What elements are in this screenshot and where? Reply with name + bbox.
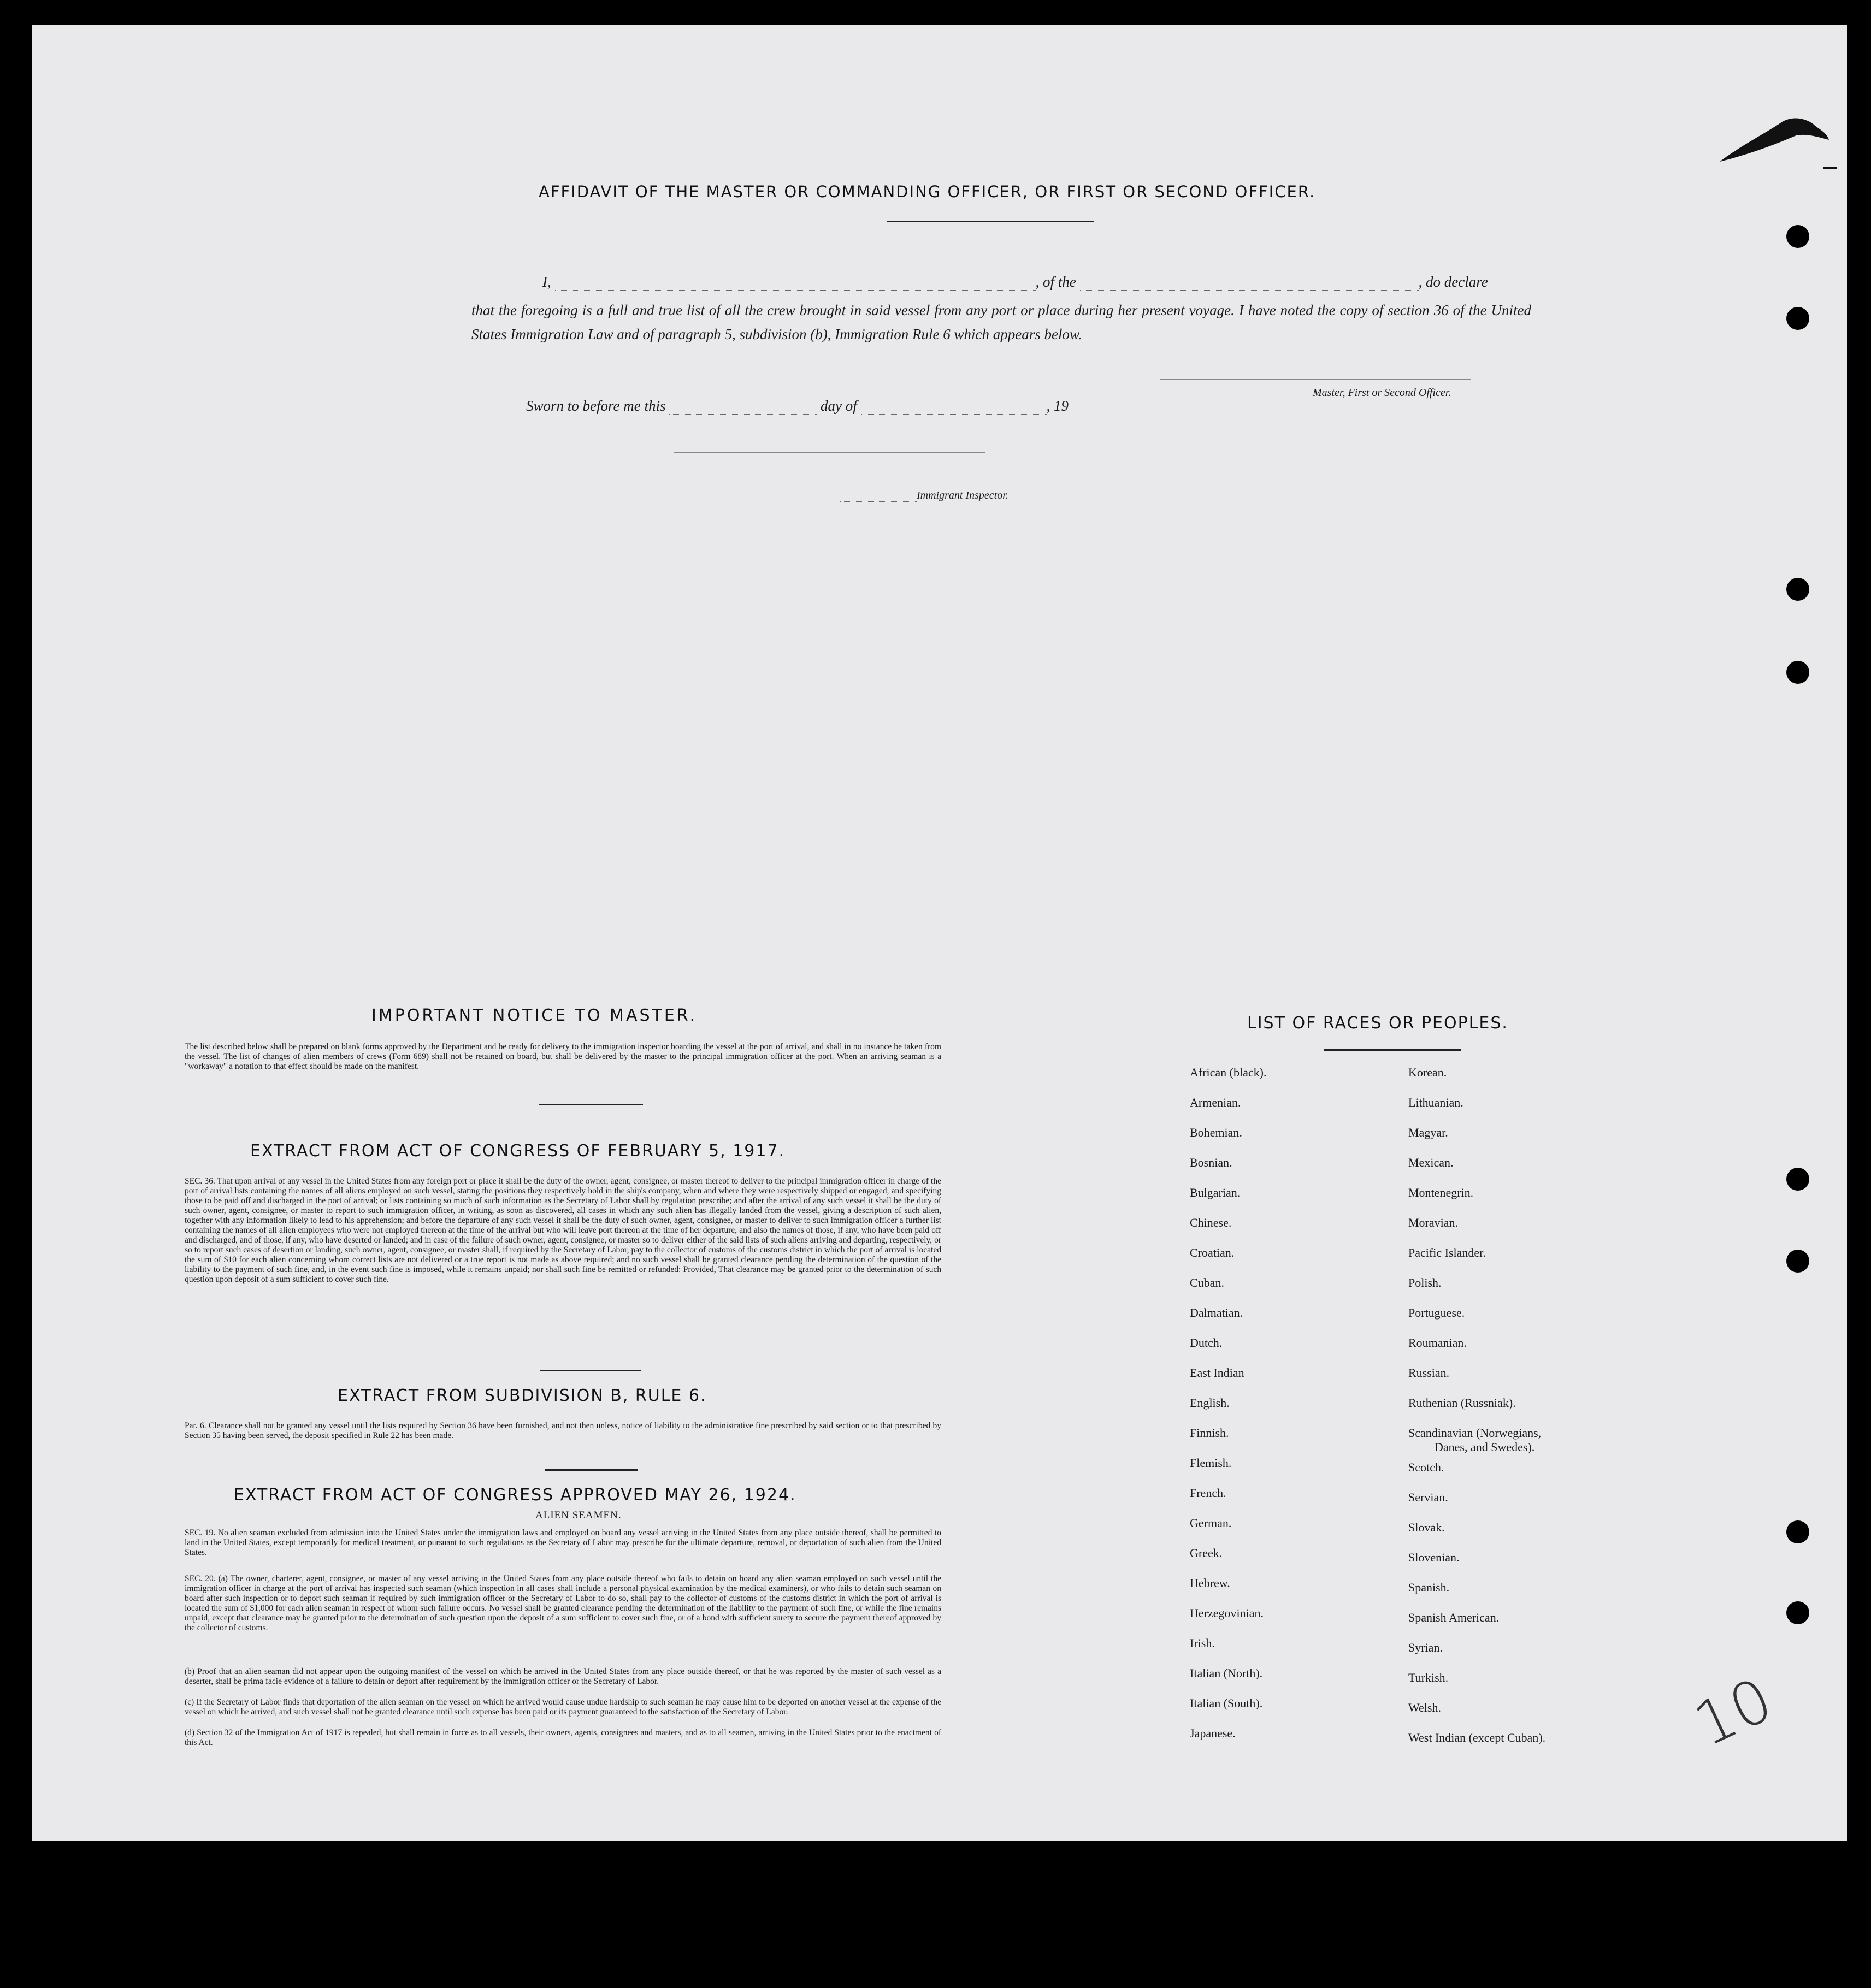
sworn-year: , 19 [1046,398,1069,414]
race-item: Irish. [1190,1636,1215,1650]
race-item: Cuban. [1190,1276,1224,1289]
race-item: Polish. [1408,1276,1442,1289]
sworn-day-of: day of [821,398,857,414]
race-item: Greek. [1190,1546,1223,1560]
affidavit-line1 [542,274,1531,291]
binder-hole [1786,1250,1809,1273]
extract-1917-rule [540,1370,641,1371]
extract-rule6-title: EXTRACT FROM SUBDIVISION B, RULE 6. [338,1386,707,1405]
race-item: Armenian. [1190,1096,1241,1109]
race-item: German. [1190,1516,1232,1530]
race-item: Slovak. [1408,1520,1445,1534]
binder-hole [1786,225,1809,248]
extract-1924-sec20c: (c) If the Secretary of Labor finds that deportation of the alien seaman on the vessel on which he arrived would cause undue hardship to such seaman he may cause him to be deported on another vessel at the expense of the vessel on which he arrived, and such vessel shall not be granted clearance until such expense has been paid or its payment guaranteed to the satisfaction of the Secretary of Labor. [185,1697,941,1717]
extract-1924-sec19: SEC. 19. No alien seaman excluded from admission into the United States under the immigration laws and employed on board any vessel arriving in the United States from any place outside thereof, shall be permitted to land in the United States, except temporarily for medical treatment, or pursuant to such regulations as the Secretary of Labor may prescribe for the ultimate departure, removal, or deportation of such alien from the United States. [185,1528,941,1557]
race-item: Korean. [1408,1066,1447,1079]
inspector-blank[interactable] [840,494,917,502]
ink-blot [1709,91,1845,178]
race-item: English. [1190,1396,1230,1410]
race-item: Ruthenian (Russniak). [1408,1396,1516,1410]
extract-1924-sec20a: SEC. 20. (a) The owner, charterer, agent, consignee, or master of any vessel arriving in the United States from any place outside thereof who fails to detain on board any alien seaman employed on such vessel until the immigration officer in charge at the port of arrival has inspected such seaman (which inspection in all cases shall include a personal physical examination by the medical examiners), or who fails to detain such seaman on board after such inspection or to deport such seaman if required by such immigration officer or the Secretary of Labor to do so, shall pay to the collector of customs of the customs district in which the port of arrival is located the sum of $1,000 for each alien seaman in respect of whom such failure occurs. No vessel shall be granted clearance pending the determination of the liability to the payment of such fine, or while the fine remains unpaid, except that clearance may be granted prior to the determination of such question upon the deposit of a sum sufficient to cover such fine, or of a bond with sufficient surety to secure the payment thereof approved by the collector of customs. [185,1574,941,1632]
race-item: Spanish. [1408,1581,1450,1594]
name-blank[interactable] [555,277,1036,291]
binder-hole [1786,661,1809,684]
race-item: Scandinavian (Norwegians, [1408,1426,1542,1440]
race-item: Roumanian. [1408,1336,1467,1350]
affidavit-body: that the foregoing is a full and true list of all the crew brought in said vessel from any port or place during her present voyage. I have noted the copy of section 36 of the United States Immigration Law and of paragraph 5, subdivision (b), Immigration Rule 6 which appears below. [471,302,1531,342]
race-item: Syrian. [1408,1641,1443,1654]
signature-line [1160,379,1471,380]
affidavit-title: AFFIDAVIT OF THE MASTER OR COMMANDING OFFICER, OR FIRST OR SECOND OFFICER. [539,182,1316,201]
race-item: Bohemian. [1190,1126,1242,1139]
race-item: Hebrew. [1190,1576,1230,1590]
race-item: Japanese. [1190,1726,1236,1740]
notice-body: The list described below shall be prepared on blank forms approved by the Department and be ready for delivery to the immigration inspector boarding the vessel at the port of arrival, and shall in no instance be taken from the vessel. The list of changes of alien members of crews (Form 689) shall not be retained on board, but shall be delivered by the master to the principal immigration officer at the port. When an arriving seaman is a "workaway" a notation to that effect should be made on the manifest. [185,1042,941,1071]
extract-1924-title: EXTRACT FROM ACT OF CONGRESS APPROVED MAY 26, 1924. [234,1486,796,1505]
sworn-line [526,398,1069,415]
race-item: West Indian (except Cuban). [1408,1731,1546,1744]
extract-1924-subtitle: ALIEN SEAMEN. [535,1510,622,1521]
extract-1924-sec20b: (b) Proof that an alien seaman did not appear upon the outgoing manifest of the vessel on which he arrived in the United States from any place outside thereof, or that he was reported by the master of such vessel as a deserter, shall be prima facie evidence of a failure to detain or deport after requirement by the immigration officer or the Secretary of Labor. [185,1667,941,1686]
extract-1917-title: EXTRACT FROM ACT OF CONGRESS OF FEBRUARY 5, 1917. [250,1141,786,1161]
affidavit-i: I, [542,274,551,290]
race-item: Bulgarian. [1190,1186,1241,1199]
sworn-label: Sworn to before me this [526,398,666,414]
race-item: Montenegrin. [1408,1186,1474,1199]
race-item: African (black). [1190,1066,1267,1079]
margin-mark: 10 [1684,1664,1783,1760]
race-item: Finnish. [1190,1426,1229,1440]
race-item: French. [1190,1486,1226,1500]
race-item: Lithuanian. [1408,1096,1463,1109]
binder-hole [1786,1520,1809,1543]
binder-hole [1786,578,1809,601]
race-item: Turkish. [1408,1671,1449,1684]
race-item: Scotch. [1408,1460,1444,1474]
affidavit-do-declare: , do declare [1418,274,1488,290]
document-page [32,25,1847,1841]
signature-label: Master, First or Second Officer. [1313,387,1451,399]
races-title-rule [1324,1049,1461,1051]
notice-title: IMPORTANT NOTICE TO MASTER. [371,1006,698,1025]
binder-hole [1786,307,1809,330]
race-item: Russian. [1408,1366,1450,1380]
race-item: Croatian. [1190,1246,1235,1259]
race-item: Pacific Islander. [1408,1246,1486,1259]
race-item: Spanish American. [1408,1611,1500,1624]
inspector-signature-line [674,452,985,453]
affidavit-of-the: , of the [1035,274,1076,290]
inspector-label: Immigrant Inspector. [917,489,1008,501]
race-item: Dalmatian. [1190,1306,1243,1320]
race-item: Italian (North). [1190,1666,1263,1680]
sworn-day-blank[interactable] [669,401,817,415]
race-item: Welsh. [1408,1701,1441,1714]
race-item: Slovenian. [1408,1551,1460,1564]
extract-1924-sec20d: (d) Section 32 of the Immigration Act of 1917 is repealed, but shall remain in force as to all vessels, their owners, agents, consignees and masters, and as to all seamen, arriving in the United States prior to the enactment of this Act. [185,1728,941,1747]
sworn-month-blank[interactable] [861,401,1047,415]
race-item: Mexican. [1408,1156,1454,1169]
race-item: Flemish. [1190,1456,1232,1470]
race-item: Herzegovinian. [1190,1606,1264,1620]
extract-1917-body: SEC. 36. That upon arrival of any vessel in the United States from any foreign port or place it shall be the duty of the owner, agent, consignee, or master thereof to deliver to the principal immigration officer in charge of the port of arrival lists containing the names of all aliens employed on such vessel, stating the positions they respectively hold in the ship's company, when and where they were respectively shipped or engaged, and specifying those to be paid off and discharged in the port of arrival; or lists containing so much of such information as the Secretary of Labor shall by regulation prescribe; and after the arrival of any such vessel it shall be the duty of such owner, agent, consignee, or master to report to such immigration officer, in writing, as soon as discovered, all cases in which any such alien has illegally landed from the vessel, giving a description of such alien, together with any information likely to lead to his apprehension; and before the departure of any such vessel it shall be the duty of such owner, agent, consignee, or master to deliver to such immigration officer a further list containing the names of all alien employees who were not employed thereon at the time of the arrival but who will leave port thereon at the time of her departure, and also the names of those, if any, who have been paid off and discharged, and of those, if any, who have deserted or landed; and in case of the failure of such owner, agent, consignee, or master so to deliver either of the said lists of such aliens arriving and departing, respectively, or so to report such cases of desertion or landing, such owner, agent, consignee, or master shall, if required by the Secretary of Labor, pay to the collector of customs of the customs district in which the port of arrival is located the sum of $10 for each alien concerning whom correct lists are not delivered or a true report is not made as above required; and no such vessel shall be granted clearance pending the determination of the question of the liability to the payment of such fine, and, in the event such fine is imposed, while it remains unpaid; nor shall such fine be remitted or refunded: Provided, That clearance may be granted prior to the determination of such question upon deposit of a sum sufficient to cover such fine. [185,1176,941,1284]
inspector-line [840,489,1008,502]
race-item: Bosnian. [1190,1156,1232,1169]
binder-hole [1786,1168,1809,1191]
race-item: East Indian [1190,1366,1244,1380]
race-item: Portuguese. [1408,1306,1465,1320]
extract-rule6-body: Par. 6. Clearance shall not be granted any vessel until the lists required by Section 36 have been furnished, and not then unless, notice of liability to the administrative fine prescribed by said section or to that prescribed by Section 35 having been served, the deposit specified in Rule 22 has been made. [185,1421,941,1440]
race-item: Moravian. [1408,1216,1459,1229]
race-item: Chinese. [1190,1216,1232,1229]
race-item: Dutch. [1190,1336,1223,1350]
race-item: Magyar. [1408,1126,1448,1139]
races-title: LIST OF RACES OR PEOPLES. [1247,1014,1508,1033]
race-item: Italian (South). [1190,1696,1263,1710]
affidavit-title-rule [887,221,1094,222]
binder-hole [1786,1601,1809,1624]
extract-rule6-rule [545,1469,638,1471]
race-item: Servian. [1408,1490,1448,1504]
race-item-continuation: Danes, and Swedes). [1435,1440,1535,1454]
notice-rule [539,1104,643,1105]
vessel-blank[interactable] [1080,277,1419,291]
